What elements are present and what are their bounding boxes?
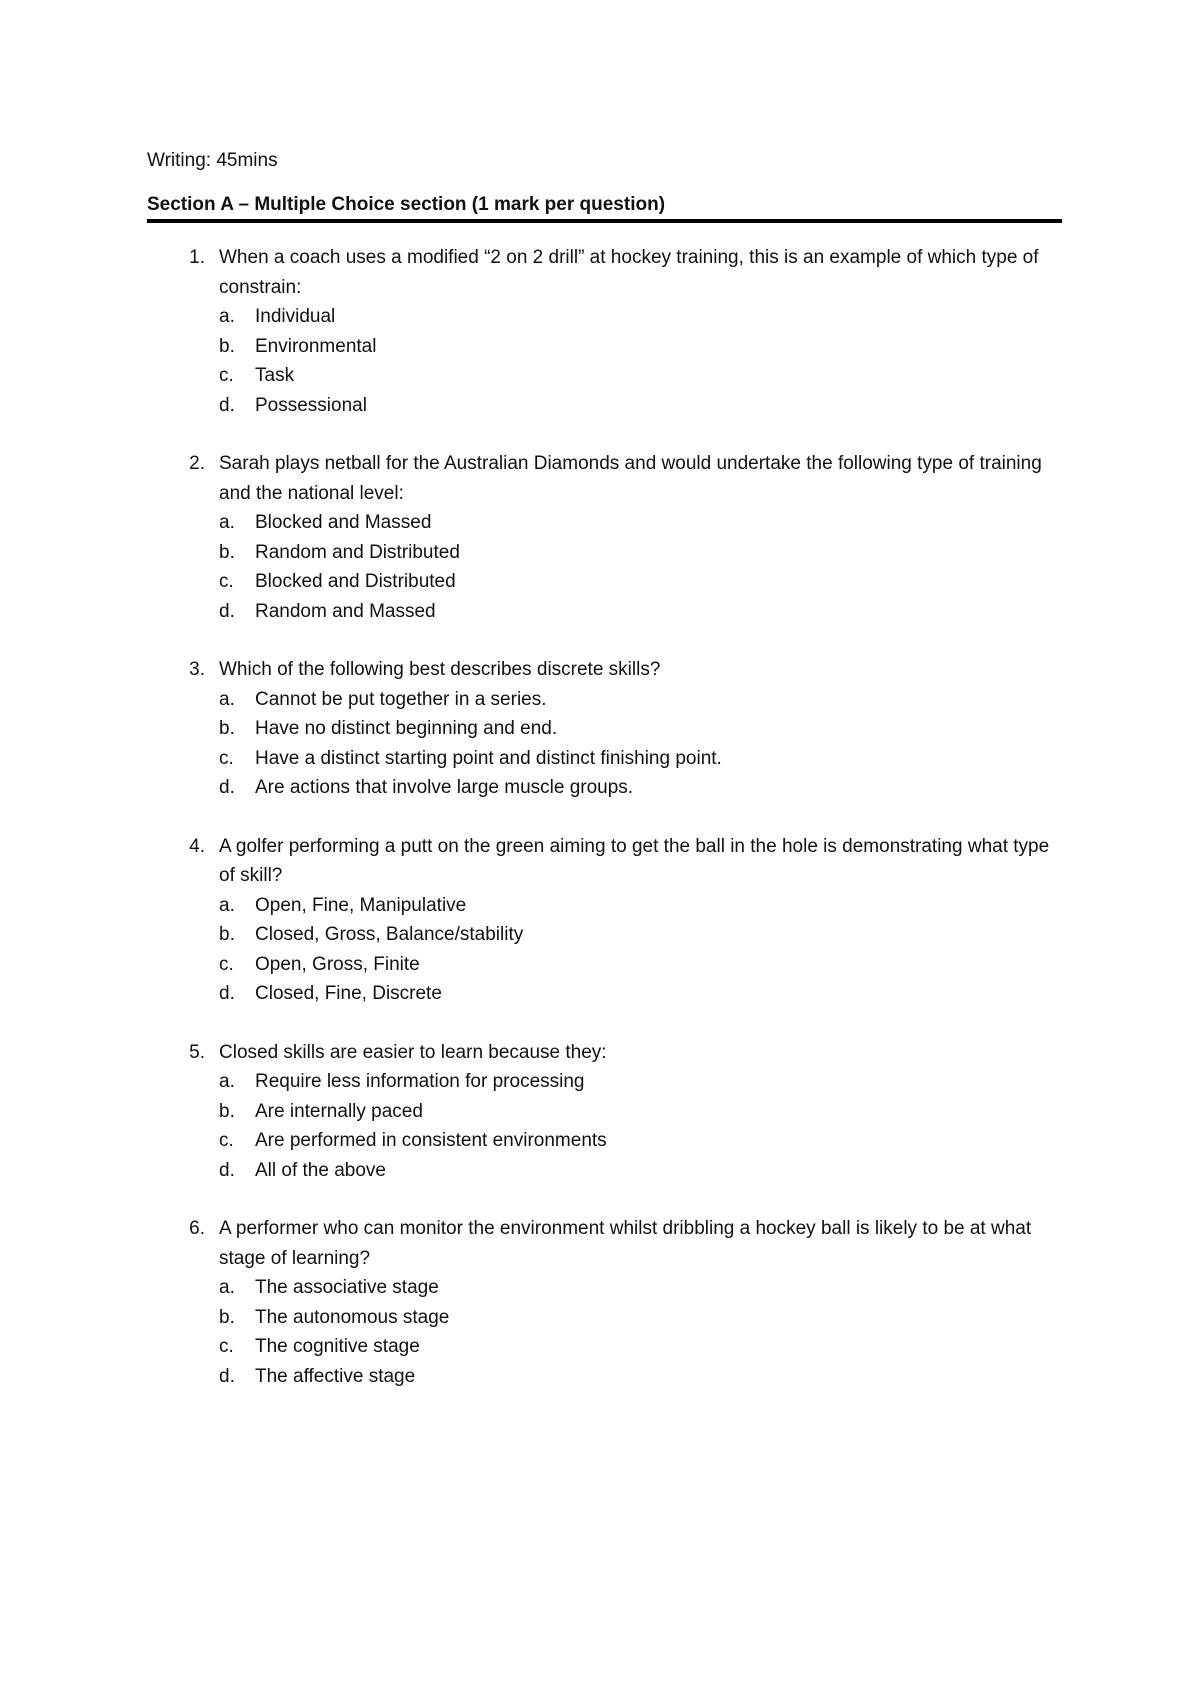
question-number: 6. (189, 1218, 205, 1239)
question-text: Closed skills are easier to learn because they: (219, 1041, 607, 1063)
option-a (147, 685, 1067, 715)
option-d (147, 597, 1067, 627)
option-a (147, 1273, 1067, 1303)
option-a (147, 891, 1067, 921)
option-letter: b. (219, 718, 235, 739)
option-letter: b. (219, 1100, 235, 1122)
option-text: Closed, Gross, Balance/stability (255, 924, 524, 945)
option-b (147, 920, 1067, 950)
option-text: The autonomous stage (255, 1306, 450, 1328)
option-text: Random and Distributed (255, 541, 460, 563)
option-letter: d. (219, 1365, 235, 1387)
option-c (147, 361, 1067, 391)
option-letter: a. (219, 1277, 235, 1298)
option-letter: d. (219, 777, 235, 798)
option-letter: d. (219, 983, 235, 1004)
question-text: A golfer performing a putt on the green aiming to get the ball in the hole is demonstrating what type of skill? (219, 835, 1050, 886)
question-5 (147, 1038, 1067, 1186)
option-text: The affective stage (255, 1365, 416, 1387)
option-d (147, 979, 1067, 1009)
question-text: When a coach uses a modified “2 on 2 drill” at hockey training, this is an example of which type of constrain: (219, 247, 1039, 298)
option-text: Cannot be put together in a series. (255, 688, 547, 710)
option-list (147, 891, 1067, 1009)
question-text: Which of the following best describes discrete skills? (219, 659, 661, 680)
option-letter: d. (219, 1159, 235, 1181)
option-b (147, 538, 1067, 568)
option-b (147, 714, 1067, 744)
option-a (147, 508, 1067, 538)
option-text: Environmental (255, 335, 377, 357)
option-letter: c. (219, 953, 234, 975)
option-c (147, 1126, 1067, 1156)
option-letter: b. (219, 1306, 235, 1328)
option-text: The cognitive stage (255, 1336, 420, 1357)
option-c (147, 950, 1067, 980)
option-text: Have no distinct beginning and end. (255, 718, 558, 739)
option-letter: b. (219, 335, 235, 357)
option-list (147, 685, 1067, 803)
question-number: 1. (189, 247, 205, 268)
option-letter: b. (219, 924, 235, 945)
option-text: Possessional (255, 394, 367, 416)
option-letter: d. (219, 394, 235, 416)
option-letter: c. (219, 747, 234, 769)
option-letter: d. (219, 600, 235, 622)
option-list (147, 1273, 1067, 1391)
option-a (147, 302, 1067, 332)
option-d (147, 1156, 1067, 1186)
question-list (147, 243, 1067, 1420)
option-letter: c. (219, 365, 234, 386)
option-letter: b. (219, 541, 235, 563)
question-3 (147, 655, 1067, 803)
option-text: Task (255, 365, 295, 386)
option-list (147, 1067, 1067, 1185)
question-number: 2. (189, 453, 205, 474)
question-6 (147, 1214, 1067, 1391)
option-text: Are internally paced (255, 1100, 423, 1122)
option-letter: a. (219, 688, 235, 710)
option-text: Random and Massed (255, 600, 436, 622)
question-text: Sarah plays netball for the Australian Diamonds and would undertake the following type of training and the national level: (219, 453, 1042, 504)
option-text: Open, Fine, Manipulative (255, 894, 467, 916)
option-d (147, 773, 1067, 803)
option-b (147, 1303, 1067, 1333)
section-divider (147, 219, 1062, 223)
option-text: Individual (255, 306, 336, 327)
option-text: Are actions that involve large muscle groups. (255, 777, 634, 798)
option-text: Blocked and Distributed (255, 571, 456, 592)
option-c (147, 744, 1067, 774)
option-text: Have a distinct starting point and distinct finishing point. (255, 747, 722, 769)
option-text: Blocked and Massed (255, 512, 432, 533)
question-4 (147, 832, 1067, 1009)
option-d (147, 391, 1067, 421)
option-b (147, 332, 1067, 362)
question-2 (147, 449, 1067, 626)
option-letter: a. (219, 894, 235, 916)
option-text: Are performed in consistent environments (255, 1130, 607, 1151)
question-1 (147, 243, 1067, 420)
section-title: Section A – Multiple Choice section (1 mark per question) (147, 194, 666, 215)
option-text: The associative stage (255, 1277, 439, 1298)
option-c (147, 1332, 1067, 1362)
option-list (147, 508, 1067, 626)
option-d (147, 1362, 1067, 1392)
option-text: All of the above (255, 1159, 386, 1181)
writing-time: Writing: 45mins (147, 150, 278, 171)
option-c (147, 567, 1067, 597)
option-text: Require less information for processing (255, 1071, 585, 1092)
option-b (147, 1097, 1067, 1127)
option-list (147, 302, 1067, 420)
option-letter: a. (219, 512, 235, 533)
option-text: Closed, Fine, Discrete (255, 983, 442, 1004)
question-number: 3. (189, 659, 205, 680)
option-text: Open, Gross, Finite (255, 953, 420, 975)
option-letter: a. (219, 306, 235, 327)
question-number: 4. (189, 835, 205, 857)
option-letter: c. (219, 1130, 234, 1151)
question-number: 5. (189, 1041, 205, 1063)
option-letter: a. (219, 1071, 235, 1092)
option-letter: c. (219, 1336, 234, 1357)
option-a (147, 1067, 1067, 1097)
option-letter: c. (219, 571, 234, 592)
question-text: A performer who can monitor the environment whilst dribbling a hockey ball is likely to be at what stage of learning? (219, 1218, 1032, 1269)
